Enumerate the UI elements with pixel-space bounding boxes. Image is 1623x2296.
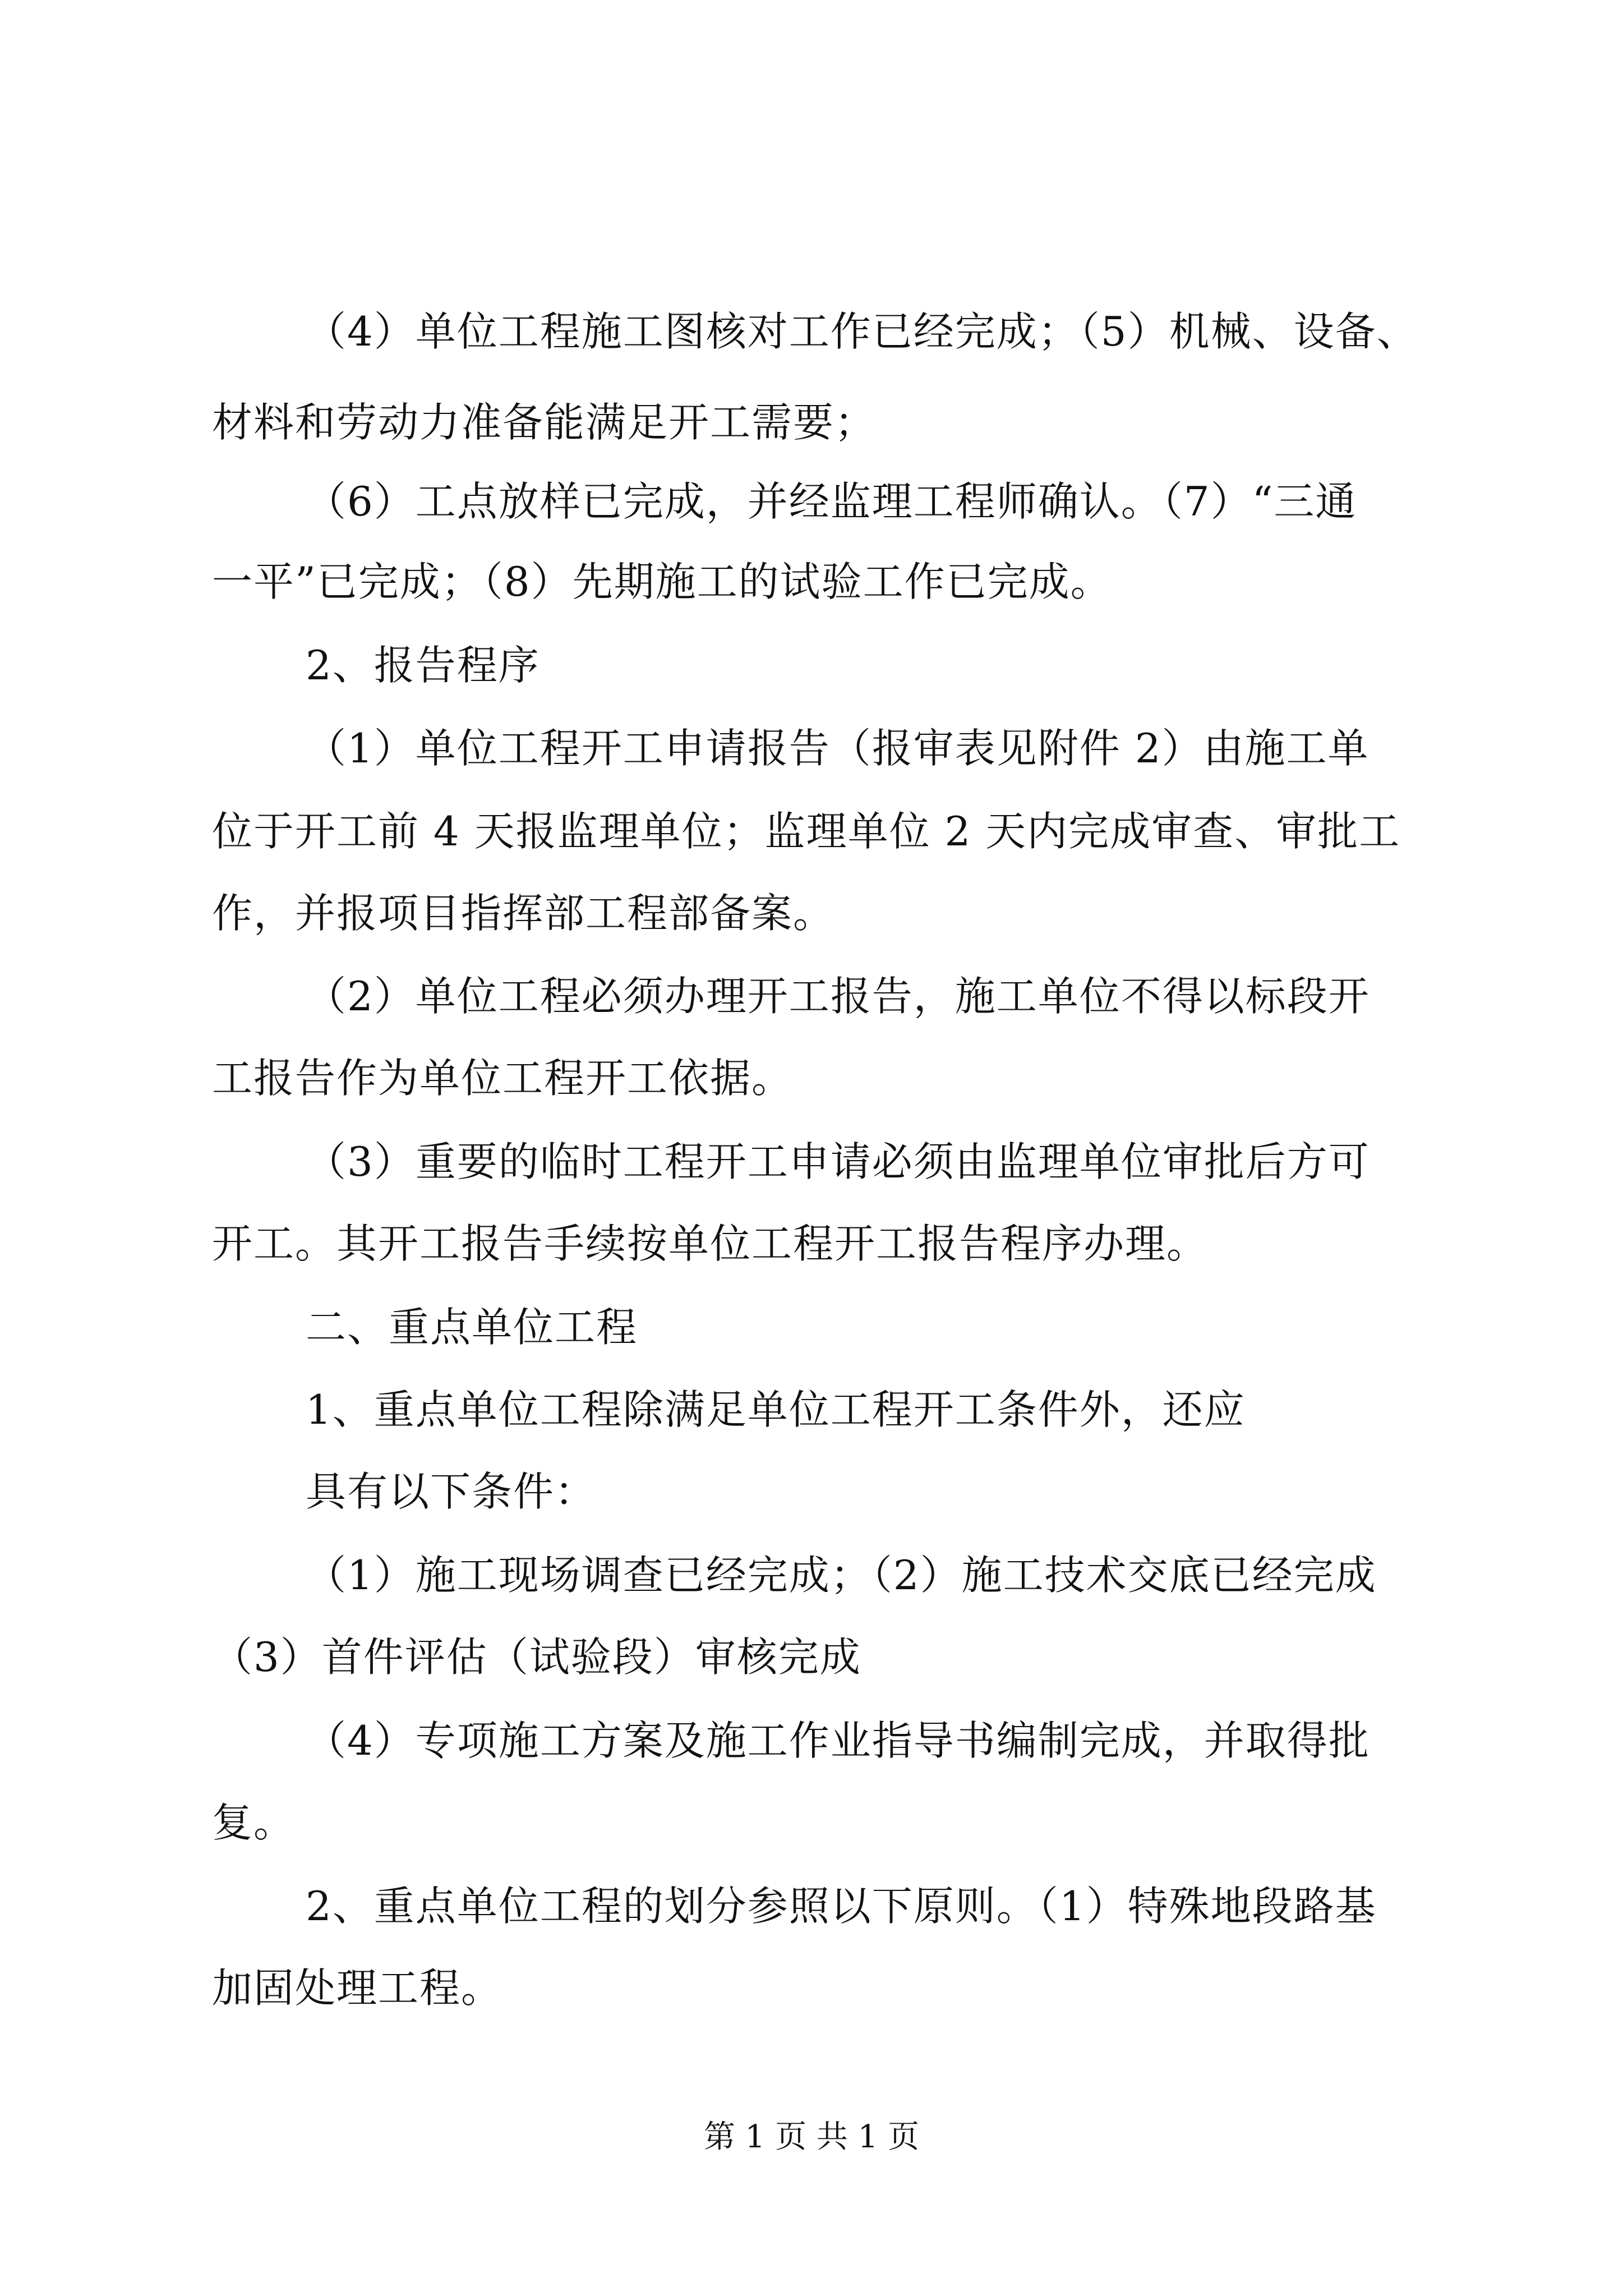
text-line-19: 复。 (212, 1799, 296, 1846)
section-heading-report-procedure: 2、报告程序 (306, 642, 540, 689)
text-line-11: （3）重要的临时工程开工申请必须由监理单位审批后方可 (306, 1138, 1370, 1185)
text-line-2: 材料和劳动力准备能满足开工需要； (212, 399, 877, 446)
page-number-footer: 第 1 页 共 1 页 (703, 2119, 920, 2155)
text-line-6: （1）单位工程开工申请报告（报审表见附件 2）由施工单 (306, 725, 1370, 772)
text-line-16: （1）施工现场调查已经完成；（2）施工技术交底已经完成 (306, 1552, 1377, 1599)
text-line-17: （3）首件评估（试验段）审核完成 (212, 1634, 861, 1681)
text-line-12: 开工。其开工报告手续按单位工程开工报告程序办理。 (212, 1220, 1209, 1267)
text-line-3: （6）工点放样已完成，并经监理工程师确认。（7）“三通 (306, 478, 1357, 525)
section-heading-key-unit-works: 二、重点单位工程 (306, 1304, 638, 1351)
text-line-14: 1、重点单位工程除满足单位工程开工条件外，还应 (306, 1386, 1246, 1433)
text-line-15: 具有以下条件： (306, 1468, 597, 1515)
text-line-7: 位于开工前 4 天报监理单位；监理单位 2 天内完成审查、审批工 (212, 808, 1401, 855)
text-line-18: （4）专项施工方案及施工作业指导书编制完成，并取得批 (306, 1717, 1370, 1764)
text-line-9: （2）单位工程必须办理开工报告，施工单位不得以标段开 (306, 973, 1370, 1020)
text-line-1: （4）单位工程施工图核对工作已经完成；（5）机械、设备、 (306, 308, 1418, 355)
text-line-20: 2、重点单位工程的划分参照以下原则。（1）特殊地段路基 (306, 1883, 1377, 1930)
text-line-8: 作，并报项目指挥部工程部备案。 (212, 890, 835, 937)
text-line-21: 加固处理工程。 (212, 1964, 503, 2012)
text-line-10: 工报告作为单位工程开工依据。 (212, 1055, 794, 1102)
text-line-4: 一平”已完成；（8）先期施工的试验工作已完成。 (212, 558, 1112, 605)
